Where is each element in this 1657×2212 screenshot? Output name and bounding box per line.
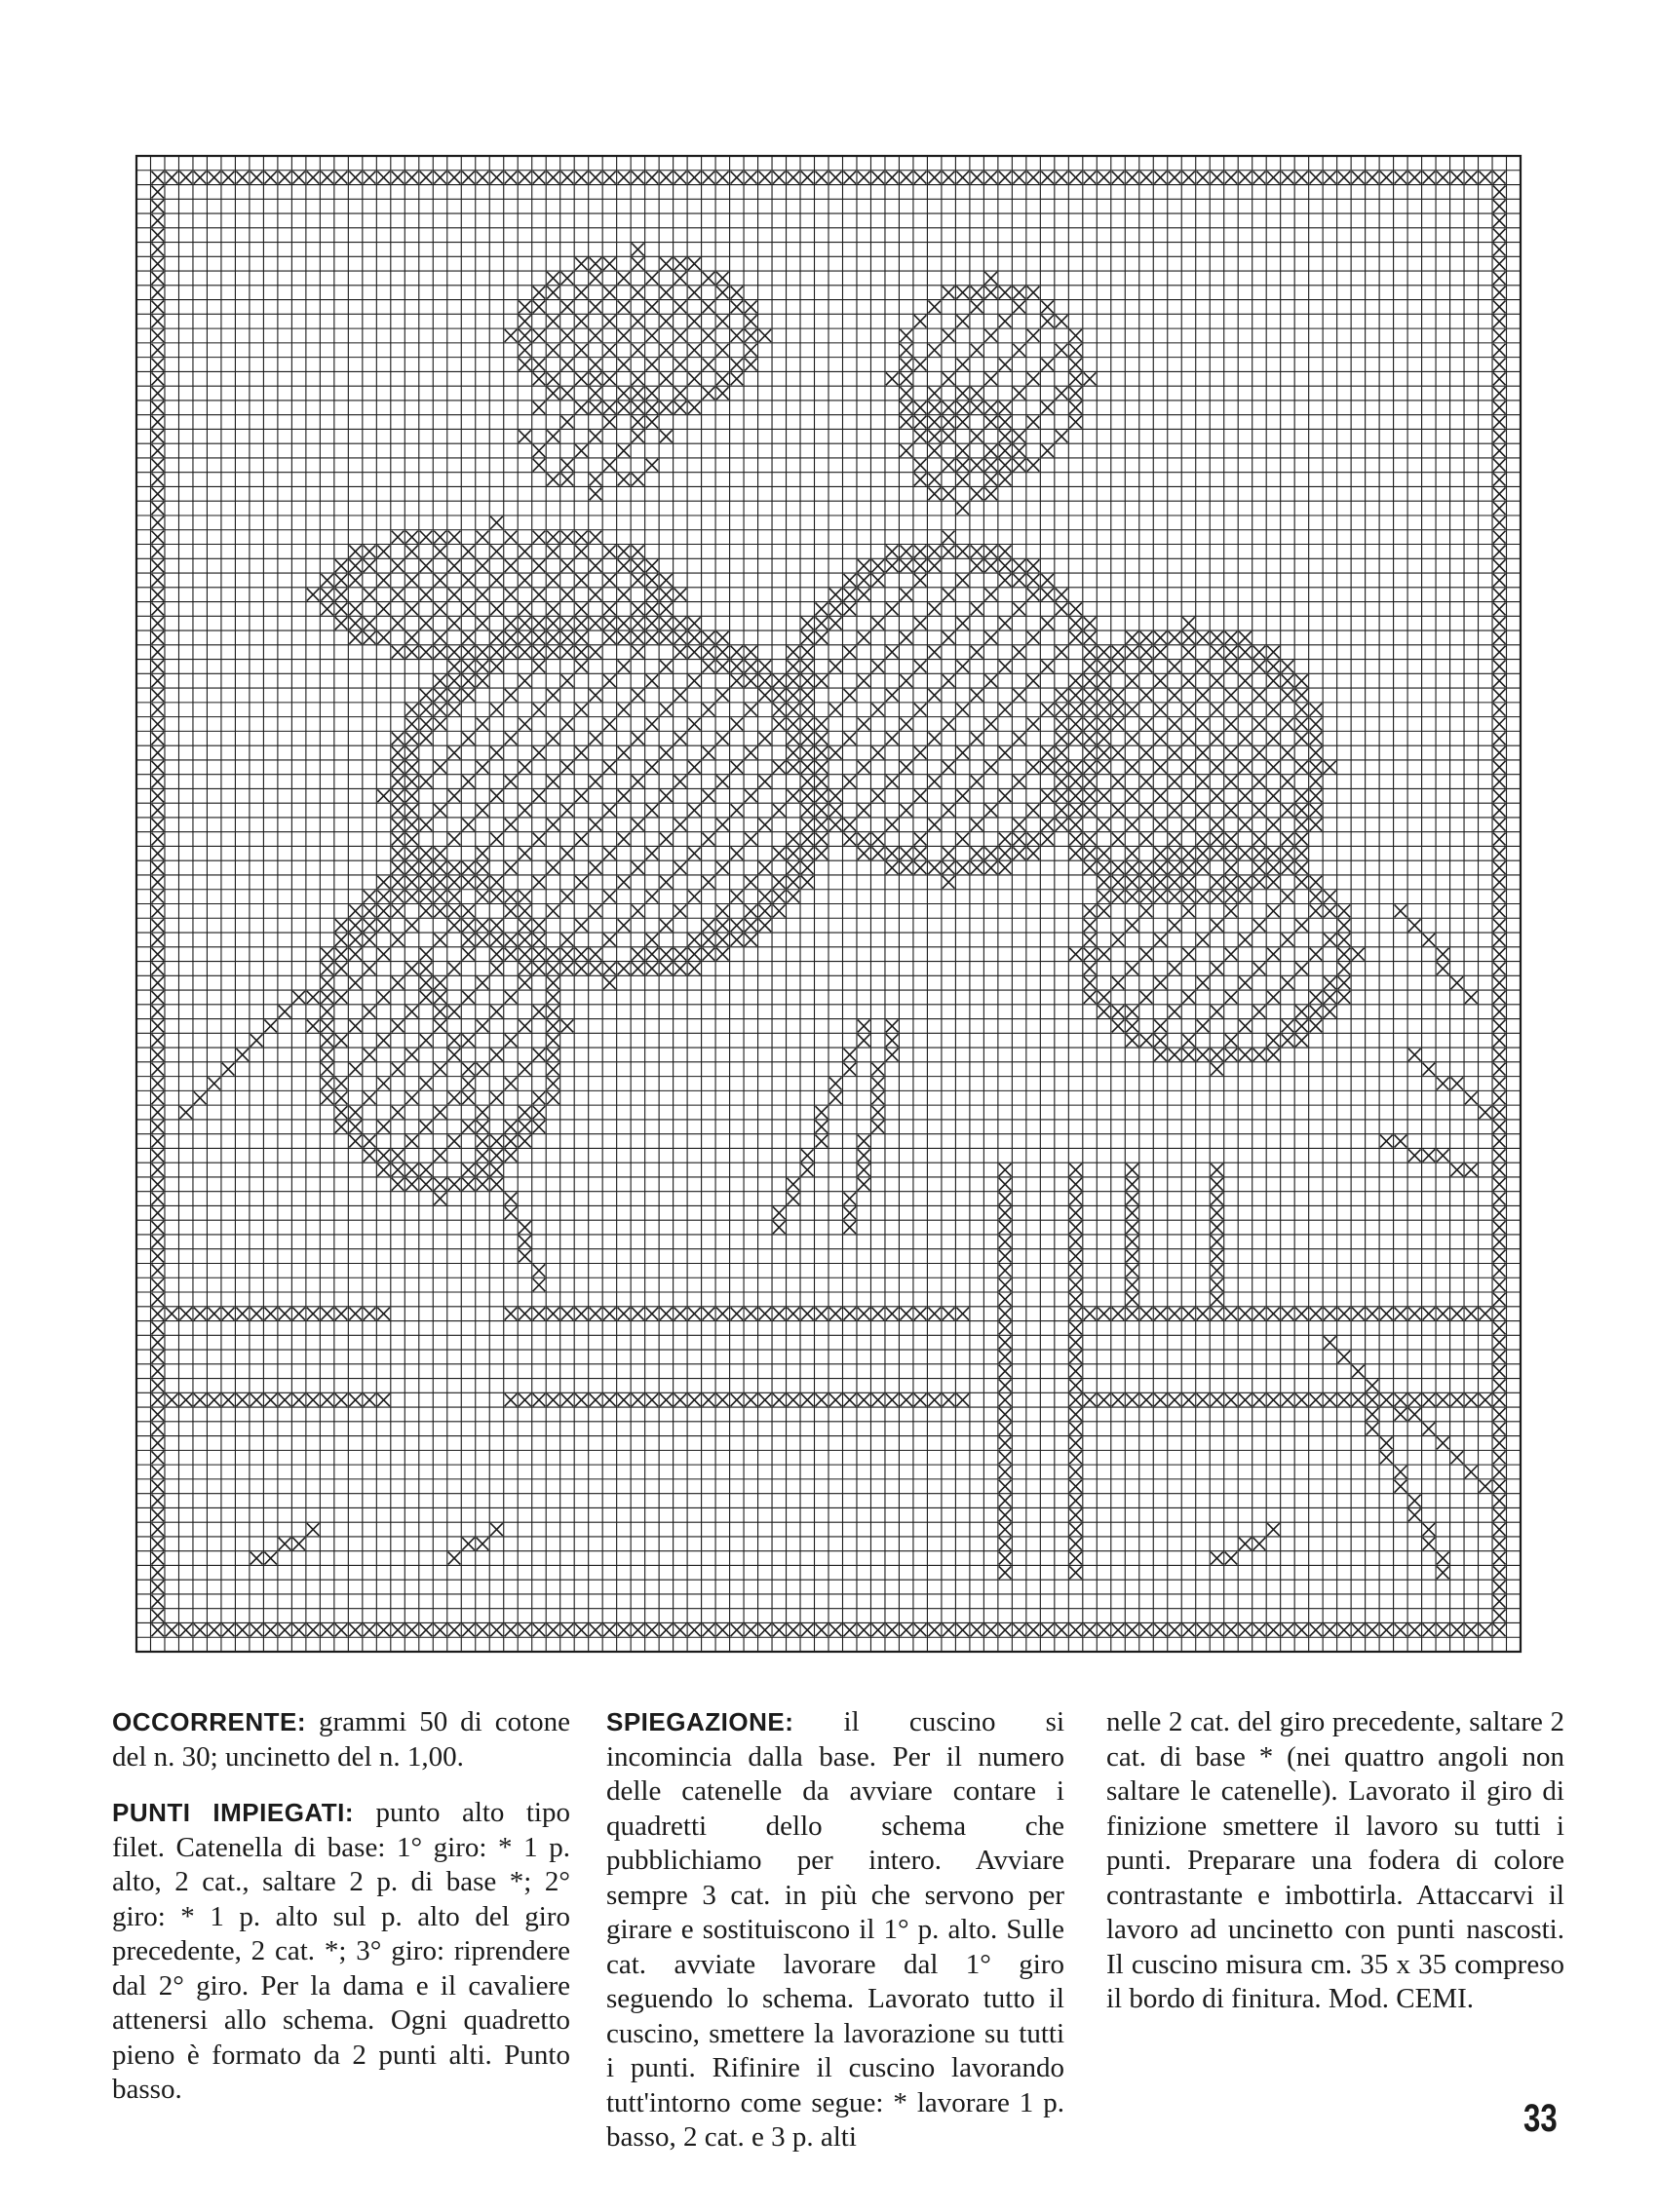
materials-paragraph <box>112 1705 570 1774</box>
stitches-text: punto alto tipo filet. Catenella di base: 1° giro: * 1 p. alto, 2 cat., saltare 2 p. di base *; 2° giro: * 1 p. alto sul p. alto del giro precedente, 2 cat. *; 3° giro: riprendere dal 2° giro. Per la dama e il cavaliere attenersi allo schema. Ogni quadretto pieno è formato da 2 punti alti. Punto basso. <box>112 1797 570 2105</box>
finishing-text: nelle 2 cat. del giro precedente, saltare 2 cat. di base * (nei quattro angoli non saltare le catenelle). Lavorato il giro di finizione smettere il lavoro su tutti i punti. Preparare una fodera di colore contrastante e imbottirla. Attaccarvi il lavoro ad uncinetto con punti nascosti. Il cuscino misura cm. 35 x 35 compreso il bordo di finitura. Mod. CEMI. <box>1106 1706 1564 2014</box>
explanation-label: SPIEGAZIONE: <box>606 1707 794 1736</box>
grid-lines <box>136 156 1521 1652</box>
filet-chart-grid <box>127 146 1530 1661</box>
text-column-2 <box>606 1705 1064 2177</box>
explanation-paragraph <box>606 1705 1064 2155</box>
text-column-1 <box>112 1705 570 2129</box>
materials-text: grammi 50 di cotone del n. 30; uncinetto del n. 1,00. <box>112 1706 570 1773</box>
finishing-paragraph <box>1106 1705 1564 2017</box>
stitches-paragraph <box>112 1796 570 2108</box>
materials-label: OCCORRENTE: <box>112 1707 307 1736</box>
stitches-label: PUNTI IMPIEGATI: <box>112 1798 355 1827</box>
filet-chart <box>127 146 1530 1661</box>
explanation-text: il cuscino si incomincia dalla base. Per il numero delle catenelle da avviare contare i quadretti dello schema che pubblichiamo per intero. Avviare sempre 3 cat. in più che servono per girare e sostituiscono il 1° p. alto. Sulle cat. avviate lavorare dal 1° giro seguendo lo schema. Lavorato tutto il cuscino, smettere la lavorazione su tutti i punti. Rifinire il cuscino lavorando tutt'intorno come segue: * lavorare 1 p. basso, 2 cat. e 3 p. alti <box>606 1706 1064 2153</box>
text-column-3 <box>1106 1705 1564 2039</box>
page-number: 33 <box>1523 2097 1558 2140</box>
